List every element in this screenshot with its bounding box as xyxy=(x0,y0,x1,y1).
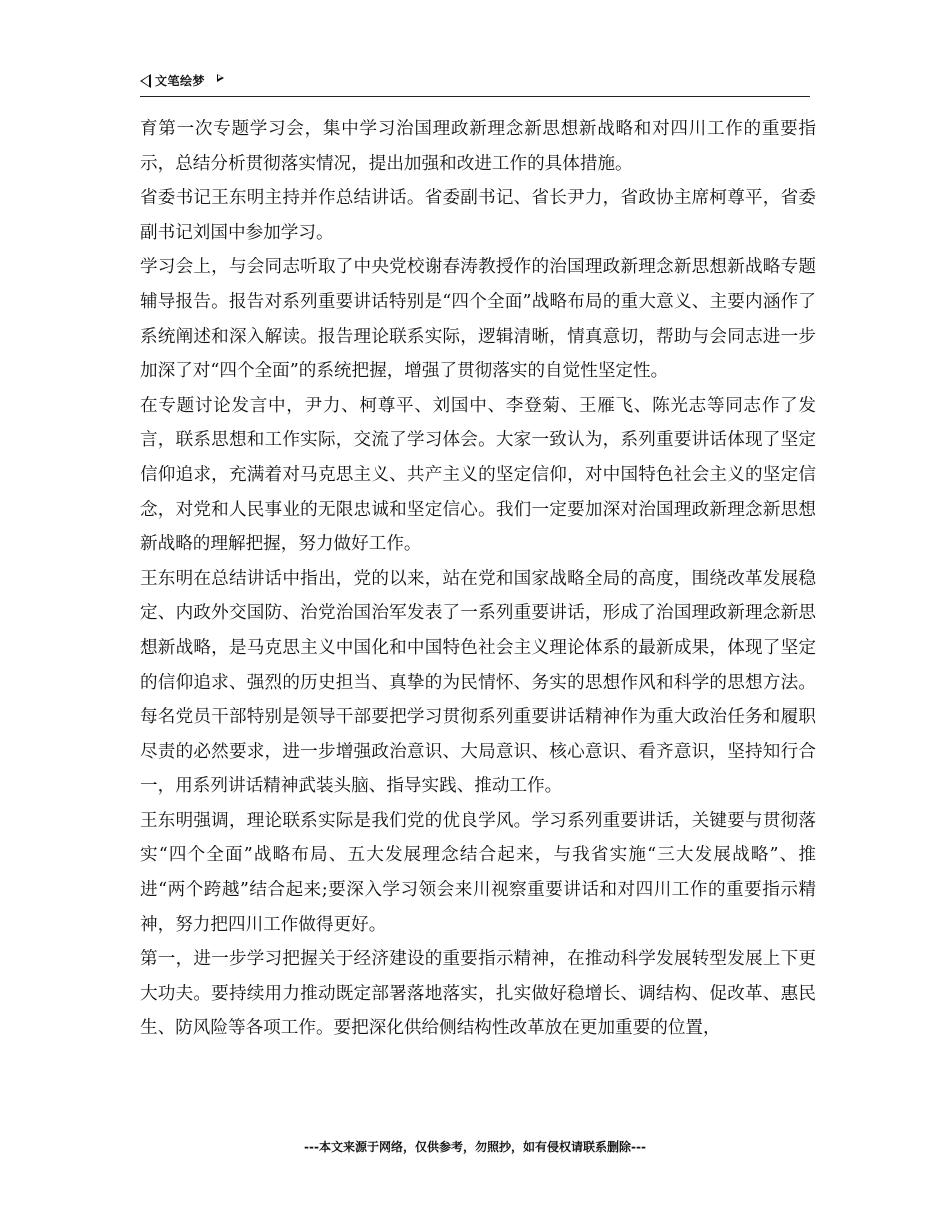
page-header xyxy=(140,70,810,97)
paragraph-7: 第一，进一步学习把握关于经济建设的重要指示精神，在推动科学发展转型发展上下更大功夫。要持续用力推动既定部署落地落实，扎实做好稳增长、调结构、促改革、惠民生、防风险等各项工作。要把深化供给侧结构性改革放在更加重要的位置， xyxy=(140,949,816,1039)
paragraph-1: 育第一次专题学习会，集中学习治国理政新理念新思想新战略和对四川工作的重要指示，总结分析贯彻落实情况，提出加强和改进工作的具体措施。 xyxy=(140,119,816,174)
triangle-left-icon xyxy=(140,74,151,88)
brand-logo xyxy=(140,72,224,89)
paragraph-6: 王东明强调，理论联系实际是我们党的优良学风。学习系列重要讲话，关键要与贯彻落实“四个全面”战略布局、五大发展理念结合起来，与我省实施“三大发展战略”、推进“两个跨越”结合起来;要深入学习领会来川视察重要讲话和对四川工作的重要指示精神，努力把四川工作做得更好。 xyxy=(140,810,816,935)
triangle-right-icon xyxy=(217,74,224,82)
brand-name: 文笔绘梦 xyxy=(155,74,206,88)
paragraph-2: 省委书记王东明主持并作总结讲话。省委副书记、省长尹力，省政协主席柯尊平，省委副书记刘国中参加学习。 xyxy=(140,188,816,243)
paragraph-3: 学习会上，与会同志听取了中央党校谢春涛教授作的治国理政新理念新思想新战略专题辅导报告。报告对系列重要讲话特别是“四个全面”战略布局的重大意义、主要内涵作了系统阐述和深入解读。报告理论联系实际，逻辑清晰，情真意切，帮助与会同志进一步加深了对“四个全面”的系统把握，增强了贯彻落实的自觉性坚定性。 xyxy=(140,257,816,382)
paragraph-5: 王东明在总结讲话中指出，党的以来，站在党和国家战略全局的高度，围绕改革发展稳定、内政外交国防、治党治国治军发表了一系列重要讲话，形成了治国理政新理念新思想新战略，是马克思主义中国化和中国特色社会主义理论体系的最新成果，体现了坚定的信仰追求、强烈的历史担当、真挚的为民情怀、务实的思想作风和科学的思想方法。每名党员干部特别是领导干部要把学习贯彻系列重要讲话精神作为重大政治任务和履职尽责的必然要求，进一步增强政治意识、大局意识、核心意识、看齐意识，坚持知行合一，用系列讲话精神武装头脑、指导实践、推动工作。 xyxy=(140,568,816,797)
document-body xyxy=(140,112,816,1046)
paragraph-4: 在专题讨论发言中，尹力、柯尊平、刘国中、李登菊、王雁飞、陈光志等同志作了发言，联系思想和工作实际，交流了学习体会。大家一致认为，系列重要讲话体现了坚定信仰追求，充满着对马克思主义、共产主义的坚定信仰，对中国特色社会主义的坚定信念，对党和人民事业的无限忠诚和坚定信心。我们一定要加深对治国理政新理念新思想新战略的理解把握，努力做好工作。 xyxy=(140,395,816,555)
footer-disclaimer: ---本文来源于网络，仅供参考，勿照抄，如有侵权请联系删除--- xyxy=(304,1140,646,1154)
